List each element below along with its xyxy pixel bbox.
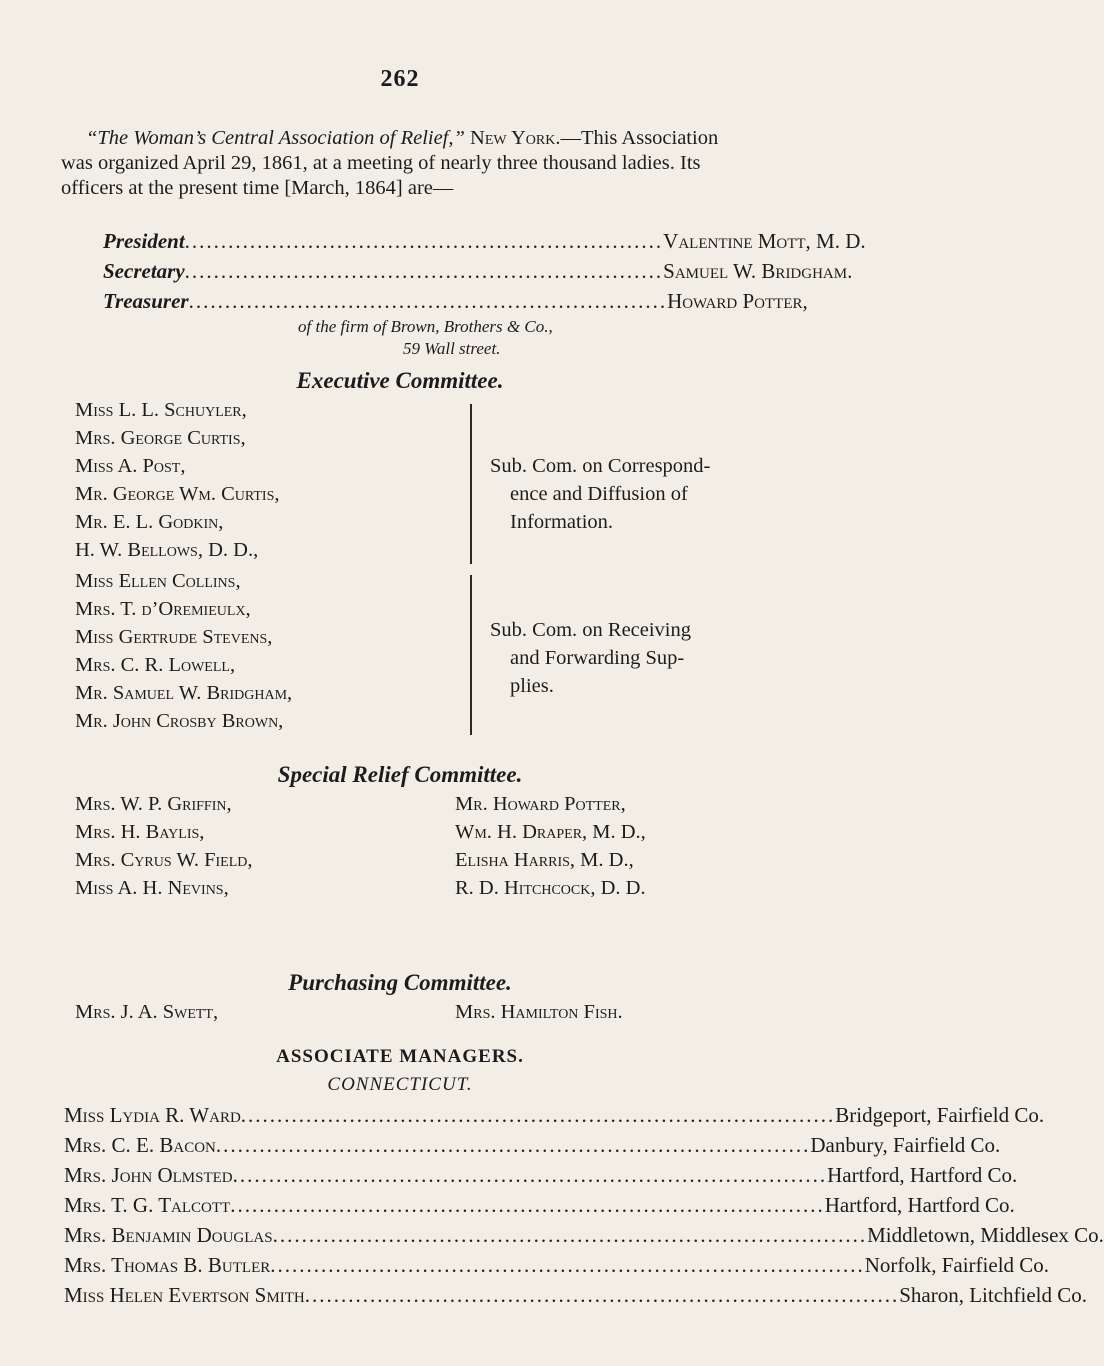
- member-name: Mr. Samuel W. Bridgham,: [75, 682, 293, 704]
- state-heading: CONNECTICUT.: [327, 1074, 473, 1095]
- executive-group1-names: [75, 396, 280, 564]
- manager-row: [64, 1190, 1015, 1220]
- officer-row: [103, 226, 866, 256]
- city-name: New York.: [470, 127, 561, 149]
- member-name: Elisha Harris, M. D.,: [455, 849, 634, 871]
- officer-row: [103, 256, 853, 286]
- manager-location: Hartford, Hartford Co.: [824, 1193, 1015, 1217]
- member-row: [75, 818, 765, 846]
- manager-row: [64, 1100, 1045, 1130]
- leader-dots: ..................................................................................: [272, 1223, 868, 1247]
- subcommittee-text: ence and Diffusion of: [510, 483, 688, 505]
- manager-name: Mrs. Benjamin Douglas: [64, 1223, 273, 1247]
- manager-row: [64, 1130, 1001, 1160]
- subcommittee-text: Sub. Com. on Correspond-: [490, 455, 711, 477]
- member-name: Miss Ellen Collins,: [75, 570, 241, 592]
- officer-role: President: [103, 229, 185, 253]
- member-row: [75, 998, 765, 1026]
- member-name: Mr. Howard Potter,: [455, 793, 626, 815]
- special-relief-heading: Special Relief Committee.: [277, 762, 523, 787]
- manager-name: Miss Helen Evertson Smith: [64, 1283, 305, 1307]
- manager-location: Middletown, Middlesex Co.: [867, 1223, 1104, 1247]
- member-name: Mrs. H. Baylis,: [75, 821, 205, 843]
- officer-role: Secretary: [103, 259, 185, 283]
- officer-name: Valentine Mott, M. D.: [663, 229, 866, 253]
- member-name: Miss A. Post,: [75, 455, 186, 477]
- intro-paragraph: [61, 126, 751, 201]
- manager-row: [64, 1220, 1104, 1250]
- leader-dots: ..................................................................................: [240, 1103, 836, 1127]
- officer-row: [103, 286, 808, 316]
- leader-dots: ..................................................................: [184, 229, 664, 253]
- manager-name: Mrs. Thomas B. Butler: [64, 1253, 271, 1277]
- subcommittee-text: Sub. Com. on Receiving: [490, 619, 692, 641]
- manager-location: Hartford, Hartford Co.: [827, 1163, 1018, 1187]
- member-name: Mr. E. L. Godkin,: [75, 511, 224, 533]
- leader-dots: ..................................................................................: [215, 1133, 811, 1157]
- member-name: Mrs. C. R. Lowell,: [75, 654, 236, 676]
- org-name: “The Woman’s Central Association of Relief,”: [86, 127, 465, 149]
- manager-location: Danbury, Fairfield Co.: [810, 1133, 1001, 1157]
- member-name: Mrs. J. A. Swett,: [75, 1001, 219, 1023]
- manager-name: Mrs. C. E. Bacon: [64, 1133, 216, 1157]
- purchasing-members: [75, 998, 765, 1026]
- executive-heading: Executive Committee.: [296, 368, 504, 393]
- subcommittee-text: and Forwarding Sup-: [510, 647, 685, 669]
- manager-row: [64, 1280, 1088, 1310]
- member-row: [75, 846, 765, 874]
- manager-row: [64, 1250, 1050, 1280]
- member-name: Mrs. Cyrus W. Field,: [75, 849, 253, 871]
- member-name: Mrs. W. P. Griffin,: [75, 793, 232, 815]
- member-name: Wm. H. Draper, M. D.,: [455, 821, 646, 843]
- intro-text: —This Association was organized April 29, 1861, at a meeting of nearly three thousand ladies. Its officers at the present time [March, 1864] are—: [61, 127, 719, 199]
- leader-dots: ..................................................................: [184, 259, 664, 283]
- subcommittee-receiving: [490, 616, 750, 700]
- manager-location: Norfolk, Fairfield Co.: [864, 1253, 1050, 1277]
- leader-dots: ..................................................................................: [270, 1253, 865, 1277]
- executive-group2-names: [75, 567, 292, 735]
- member-name: H. W. Bellows, D. D.,: [75, 539, 259, 561]
- special-relief-members: [75, 790, 765, 902]
- leader-dots: ..................................................................................: [232, 1163, 828, 1187]
- purchasing-heading: Purchasing Committee.: [288, 970, 512, 995]
- member-row: [75, 874, 765, 902]
- treasurer-address: 59 Wall street.: [403, 339, 501, 358]
- member-row: [75, 790, 765, 818]
- leader-dots: ..................................................................: [188, 289, 668, 313]
- leader-dots: ..................................................................................: [304, 1283, 900, 1307]
- member-name: R. D. Hitchcock, D. D.: [455, 877, 646, 899]
- leader-dots: ..................................................................................: [230, 1193, 825, 1217]
- subcommittee-text: Information.: [510, 511, 614, 533]
- officers-list: [103, 226, 866, 360]
- associate-managers-heading: ASSOCIATE MANAGERS.: [276, 1046, 524, 1067]
- member-name: Mrs. George Curtis,: [75, 427, 246, 449]
- manager-location: Bridgeport, Fairfield Co.: [835, 1103, 1045, 1127]
- brace-group2: [460, 575, 472, 735]
- member-name: Miss A. H. Nevins,: [75, 877, 229, 899]
- subcommittee-correspondence: [490, 452, 750, 536]
- manager-row: [64, 1160, 1018, 1190]
- brace-group1: [460, 404, 472, 564]
- member-name: Miss L. L. Schuyler,: [75, 399, 247, 421]
- treasurer-firm: of the firm of Brown, Brothers & Co.,: [298, 317, 553, 336]
- manager-location: Sharon, Litchfield Co.: [899, 1283, 1088, 1307]
- officer-name: Samuel W. Bridgham.: [663, 259, 853, 283]
- officer-role: Treasurer: [103, 289, 189, 313]
- page-number: 262: [380, 66, 420, 92]
- member-name: Mrs. T. d’Oremieulx,: [75, 598, 251, 620]
- officer-name: Howard Potter,: [667, 289, 808, 313]
- member-name: Mrs. Hamilton Fish.: [455, 1001, 623, 1023]
- member-name: Mr. George Wm. Curtis,: [75, 483, 280, 505]
- subcommittee-text: plies.: [510, 675, 554, 697]
- manager-name: Miss Lydia R. Ward: [64, 1103, 241, 1127]
- manager-name: Mrs. John Olmsted: [64, 1163, 233, 1187]
- managers-list: [64, 1100, 1104, 1310]
- manager-name: Mrs. T. G. Talcott: [64, 1193, 231, 1217]
- member-name: Miss Gertrude Stevens,: [75, 626, 273, 648]
- member-name: Mr. John Crosby Brown,: [75, 710, 284, 732]
